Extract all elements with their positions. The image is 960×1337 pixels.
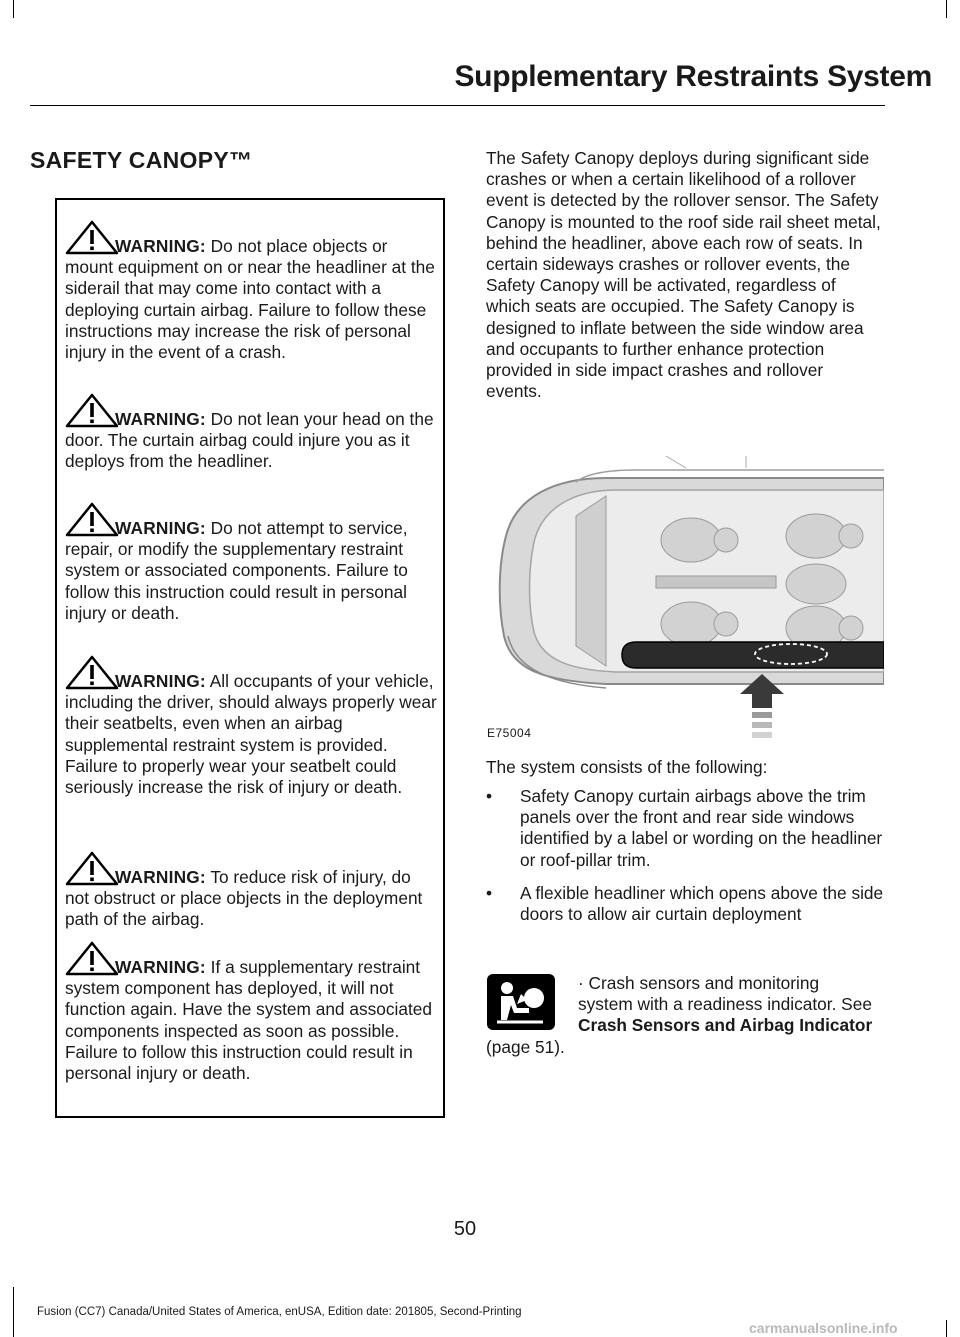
system-intro-block [486,757,882,778]
warning-text: If a supplementary restraint system component has deployed, it will not function again. Have the system and associated components inspected as soon as possible. Failure to follow this instruction could result in personal injury or death. [65,957,432,1084]
intro-paragraph: The Safety Canopy deploys during significant side crashes or when a certain likelihood of a rollover event is detected by the rollover sensor. The Safety Canopy is mounted to the roof side rail sheet metal, behind the headliner, above each row of seats. In certain sideways crashes or rollover events, the Safety Canopy will be activated, regardless of which seats are occupied. The Safety Canopy is designed to inflate between the side window area and occupants to further enhance protection provided in side impact crashes and rollover events. [486,148,881,402]
warning-3 [65,518,437,624]
warning-triangle-icon [65,502,119,538]
page-number: 50 [453,1218,477,1240]
warning-box [55,198,445,1118]
warning-text: To reduce risk of injury, do not obstruct or place objects in the deployment path of the airbag. [65,867,423,930]
figure-code: E75004 [487,726,532,740]
warning-label: WARNING: [115,671,206,691]
warning-label: WARNING: [115,867,206,887]
sensor-paragraph [486,973,876,1058]
warning-1 [65,236,437,363]
intro-column [486,148,882,402]
page-reference: (page 51). [486,1036,565,1057]
footer-text: Fusion (CC7) Canada/United States of America, enUSA, Edition date: 201805, Second-Printing [37,1306,522,1318]
warning-text: Do not attempt to service, repair, or modify the supplementary restraint system or associated components. Failure to follow this instruction could result in personal injury or death. [65,518,408,623]
warning-text: All occupants of your vehicle, including the driver, should always properly wear their seatbelts, even when an airbag supplemental restraint system is provided. Failure to properly wear your seatbelt could seriously increase the risk of injury or death. [65,671,437,798]
crop-mark [946,1320,947,1337]
bullet-marker: • [486,786,493,806]
warning-label: WARNING: [115,236,206,256]
warning-2 [65,409,437,473]
warning-triangle-icon [65,393,119,429]
warning-5 [65,867,437,931]
page-title: Supplementary Restraints System [454,60,932,93]
system-intro: The system consists of the following: [486,757,768,777]
warning-6 [65,957,437,1084]
warning-triangle-icon [65,655,119,691]
crash-sensors-link[interactable]: Crash Sensors and Airbag Indicator [578,1015,873,1036]
warning-text: Do not lean your head on the door. The curtain airbag could injure you as it deploys from the headliner. [65,409,434,472]
warning-triangle-icon [65,220,119,256]
warning-triangle-icon [65,851,119,887]
warning-label: WARNING: [115,409,206,429]
list-item-text: A flexible headliner which opens above the side doors to allow air curtain deployment [520,882,884,925]
components-list [486,786,886,937]
bullet-marker: • [486,882,493,903]
vehicle-airbag-illustration [486,456,884,746]
list-item [486,883,886,925]
warning-text: Do not place objects or mount equipment on or near the headliner at the siderail that may come into contact with a deploying curtain airbag. Failure to follow these instructions may increase the risk of personal injury in the event of a crash. [65,236,435,363]
crop-mark [13,1287,14,1337]
sensor-text: · Crash sensors and monitoring system with a readiness indicator. See [578,973,872,1015]
list-item [486,786,886,871]
section-heading: SAFETY CANOPY™ [30,147,253,173]
crop-mark [13,0,14,18]
warning-label: WARNING: [115,957,206,977]
warning-label: WARNING: [115,518,206,538]
header-rule [30,105,885,106]
warning-4 [65,671,437,798]
warning-triangle-icon [65,941,119,977]
crop-mark [946,0,947,18]
list-item-text: Safety Canopy curtain airbags above the trim panels over the front and rear side windows identified by a label or wording on the headliner or roof-pillar trim. [520,786,883,870]
watermark: carmanualsonline.info [749,1320,898,1336]
